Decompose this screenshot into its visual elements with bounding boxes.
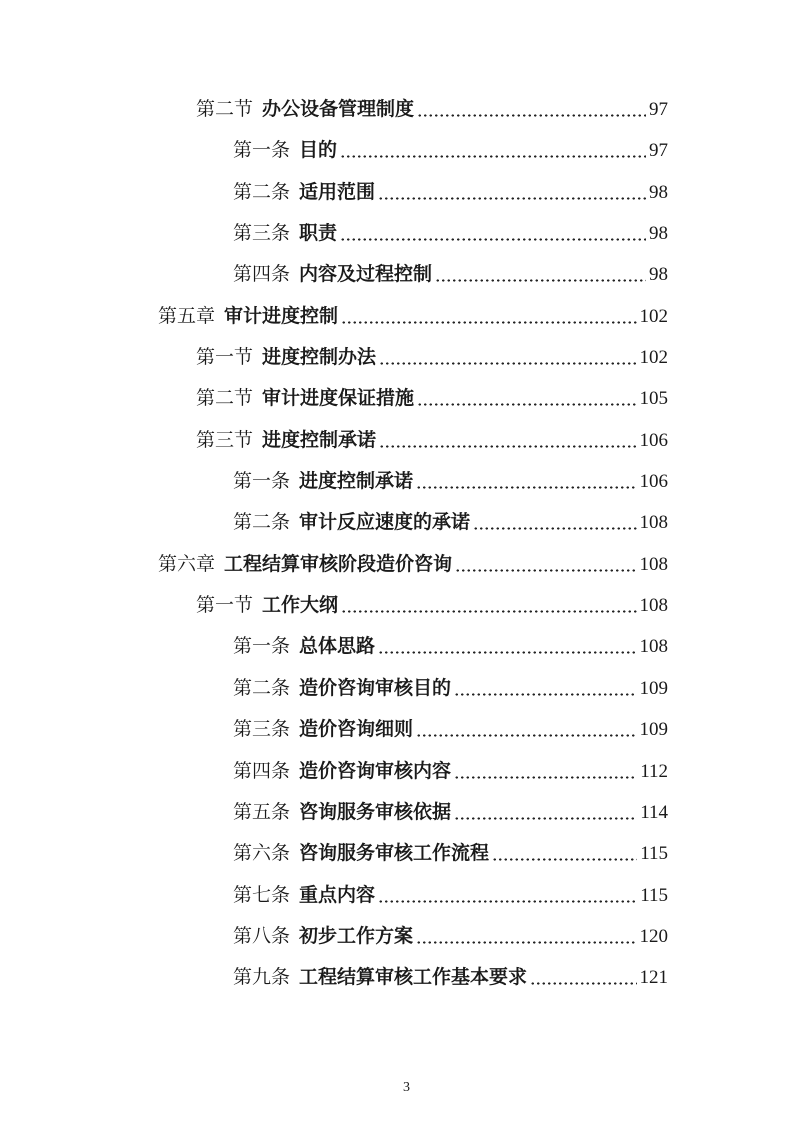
toc-entry[interactable] bbox=[0, 885, 668, 926]
dot-leader bbox=[435, 279, 646, 282]
dot-leader bbox=[341, 610, 636, 613]
toc-entry-number: 第一条 bbox=[233, 636, 291, 658]
page-footer bbox=[0, 1080, 793, 1096]
toc-entry-page-number: 102 bbox=[639, 305, 668, 327]
footer-page-number: 3 bbox=[403, 1080, 410, 1095]
dot-leader bbox=[416, 941, 636, 944]
toc-entry-title: 造价咨询审核内容 bbox=[299, 760, 452, 782]
dot-leader bbox=[416, 734, 636, 737]
toc-entry-title: 目的 bbox=[299, 140, 338, 162]
toc-entry-title: 造价咨询细则 bbox=[299, 719, 414, 741]
dot-leader bbox=[416, 486, 636, 489]
toc-entry-number: 第一节 bbox=[196, 595, 254, 617]
toc-entry-page-number: 108 bbox=[639, 553, 668, 575]
toc-entry-number: 第一节 bbox=[196, 347, 254, 369]
toc-entry[interactable] bbox=[0, 719, 668, 760]
toc-entry-number: 第八条 bbox=[233, 925, 291, 947]
dot-leader bbox=[378, 900, 637, 903]
toc-entry-page-number: 112 bbox=[640, 760, 668, 782]
toc-entry-page-number: 108 bbox=[639, 636, 668, 658]
toc-entry-number: 第九条 bbox=[233, 967, 291, 989]
toc-entry-page-number: 109 bbox=[639, 719, 668, 741]
dot-leader bbox=[473, 527, 636, 530]
toc-entry-number: 第二节 bbox=[196, 99, 254, 120]
toc-entry-page-number: 102 bbox=[639, 347, 668, 369]
dot-leader bbox=[378, 651, 636, 654]
toc-entry[interactable] bbox=[0, 388, 668, 429]
toc-entry-number: 第五章 bbox=[158, 305, 216, 327]
toc-entry[interactable] bbox=[0, 223, 668, 264]
toc-entry[interactable] bbox=[0, 595, 668, 636]
dot-leader bbox=[379, 362, 636, 365]
toc-entry-number: 第五条 bbox=[233, 801, 291, 823]
toc-entry[interactable] bbox=[0, 678, 668, 719]
dot-leader bbox=[378, 197, 646, 200]
toc-entry[interactable] bbox=[0, 843, 668, 884]
toc-entry-page-number: 115 bbox=[640, 884, 668, 906]
toc-entry-number: 第四条 bbox=[233, 760, 291, 782]
dot-leader bbox=[340, 155, 646, 158]
toc-entry-page-number: 106 bbox=[639, 429, 668, 451]
toc-entry-page-number: 108 bbox=[639, 595, 668, 617]
toc-entry-title: 工作大纲 bbox=[262, 595, 339, 617]
toc-entry-title: 适用范围 bbox=[299, 181, 376, 203]
toc-entry-title: 工程结算审核工作基本要求 bbox=[299, 967, 528, 989]
dot-leader bbox=[454, 693, 636, 696]
toc-entry-number: 第六条 bbox=[233, 843, 291, 865]
toc-entry-title: 进度控制办法 bbox=[262, 347, 377, 369]
toc-entry[interactable] bbox=[0, 967, 668, 1008]
table-of-contents bbox=[0, 99, 668, 1009]
toc-entry-number: 第二条 bbox=[233, 181, 291, 203]
toc-entry-title: 重点内容 bbox=[299, 884, 376, 906]
dot-leader bbox=[530, 982, 636, 985]
toc-entry-number: 第四条 bbox=[233, 264, 291, 286]
toc-entry-page-number: 105 bbox=[639, 388, 668, 410]
toc-entry-page-number: 106 bbox=[639, 471, 668, 493]
toc-entry-title: 审计进度控制 bbox=[224, 305, 339, 327]
toc-entry-number: 第二条 bbox=[233, 677, 291, 699]
toc-entry-number: 第一条 bbox=[233, 471, 291, 493]
dot-leader bbox=[340, 238, 646, 241]
toc-entry[interactable] bbox=[0, 182, 668, 223]
dot-leader bbox=[492, 858, 637, 861]
toc-entry-page-number: 115 bbox=[640, 843, 668, 865]
toc-entry-number: 第三条 bbox=[233, 223, 291, 245]
dot-leader bbox=[455, 569, 636, 572]
toc-entry-page-number: 97 bbox=[649, 140, 668, 162]
dot-leader bbox=[454, 776, 637, 779]
dot-leader bbox=[379, 445, 636, 448]
toc-entry-number: 第七条 bbox=[233, 884, 291, 906]
toc-entry[interactable] bbox=[0, 430, 668, 471]
toc-entry-title: 职责 bbox=[299, 223, 338, 245]
dot-leader bbox=[341, 321, 636, 324]
toc-entry-title: 总体思路 bbox=[299, 636, 376, 658]
toc-entry[interactable] bbox=[0, 306, 668, 347]
toc-entry-page-number: 98 bbox=[649, 264, 668, 286]
toc-entry-title: 进度控制承诺 bbox=[262, 429, 377, 451]
toc-entry-number: 第三节 bbox=[196, 429, 254, 451]
toc-entry[interactable] bbox=[0, 554, 668, 595]
toc-entry[interactable] bbox=[0, 347, 668, 388]
toc-entry-page-number: 114 bbox=[640, 801, 668, 823]
toc-entry-title: 工程结算审核阶段造价咨询 bbox=[224, 553, 453, 575]
toc-entry-title: 造价咨询审核目的 bbox=[299, 677, 452, 699]
toc-entry-number: 第二条 bbox=[233, 512, 291, 534]
toc-entry-page-number: 97 bbox=[649, 99, 668, 120]
toc-entry-title: 审计进度保证措施 bbox=[262, 388, 415, 410]
toc-entry[interactable] bbox=[0, 636, 668, 677]
toc-entry-page-number: 109 bbox=[639, 677, 668, 699]
dot-leader bbox=[417, 114, 646, 117]
toc-entry-number: 第三条 bbox=[233, 719, 291, 741]
toc-entry-number: 第二节 bbox=[196, 388, 254, 410]
toc-entry-number: 第一条 bbox=[233, 140, 291, 162]
toc-entry[interactable] bbox=[0, 926, 668, 967]
toc-entry[interactable] bbox=[0, 264, 668, 305]
toc-entry-page-number: 98 bbox=[649, 181, 668, 203]
toc-entry-title: 内容及过程控制 bbox=[299, 264, 433, 286]
toc-entry-page-number: 120 bbox=[639, 925, 668, 947]
toc-entry-title: 审计反应速度的承诺 bbox=[299, 512, 471, 534]
toc-entry[interactable] bbox=[0, 99, 668, 140]
toc-entry-title: 咨询服务审核依据 bbox=[299, 801, 452, 823]
toc-entry-page-number: 121 bbox=[639, 967, 668, 989]
toc-entry[interactable] bbox=[0, 802, 668, 843]
toc-entry-number: 第六章 bbox=[158, 553, 216, 575]
toc-entry-title: 初步工作方案 bbox=[299, 925, 414, 947]
dot-leader bbox=[417, 403, 636, 406]
toc-entry[interactable] bbox=[0, 140, 668, 181]
toc-entry-title: 办公设备管理制度 bbox=[262, 99, 415, 120]
toc-entry-page-number: 98 bbox=[649, 223, 668, 245]
dot-leader bbox=[454, 817, 637, 820]
toc-entry-title: 咨询服务审核工作流程 bbox=[299, 843, 490, 865]
toc-entry-title: 进度控制承诺 bbox=[299, 471, 414, 493]
toc-entry[interactable] bbox=[0, 512, 668, 553]
toc-entry-page-number: 108 bbox=[639, 512, 668, 534]
toc-entry[interactable] bbox=[0, 471, 668, 512]
toc-entry[interactable] bbox=[0, 761, 668, 802]
